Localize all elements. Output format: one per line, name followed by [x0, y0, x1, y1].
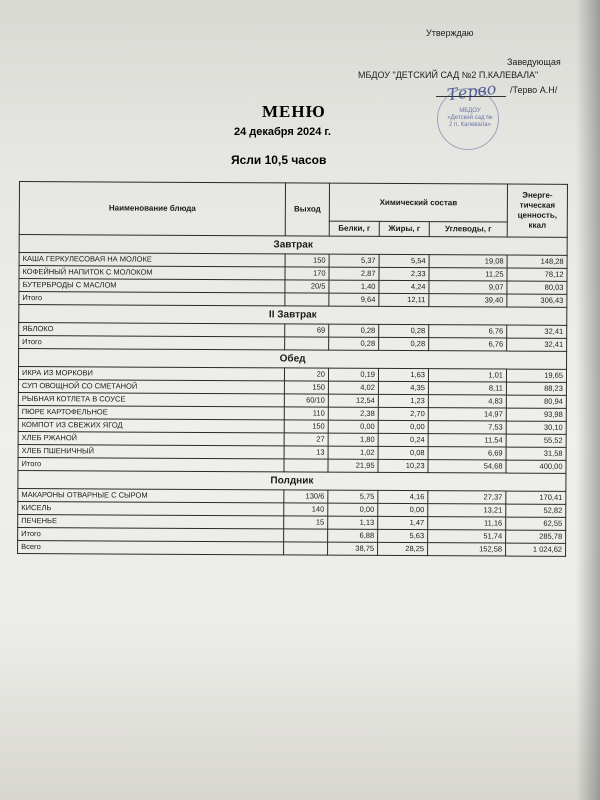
dish-yield: 150	[284, 381, 328, 394]
total-fat: 10,23	[378, 459, 428, 472]
energy-value: 78,12	[507, 268, 567, 281]
fat-value: 0,28	[379, 324, 429, 337]
protein-value: 1,80	[328, 433, 378, 446]
total-yield-empty	[285, 293, 329, 306]
menu-table	[17, 181, 568, 557]
dish-name: МАКАРОНЫ ОТВАРНЫЕ С СЫРОМ	[18, 488, 284, 502]
approval-title: Утверждаю	[426, 28, 474, 38]
carbs-value: 13,21	[428, 504, 506, 517]
section-title: Обед	[19, 349, 567, 370]
fat-value: 2,33	[379, 267, 429, 280]
total-carbs: 51,74	[428, 530, 506, 543]
dish-yield: 60/10	[284, 394, 328, 407]
approval-signer: /Терво А.Н/	[510, 85, 558, 95]
energy-value: 93,98	[506, 408, 566, 421]
dish-name: ХЛЕБ РЖАНОЙ	[18, 431, 284, 445]
carbs-value: 7,53	[428, 421, 506, 434]
dish-name: ЯБЛОКО	[19, 323, 285, 337]
total-yield-empty	[285, 337, 329, 350]
dish-yield: 140	[284, 503, 328, 516]
dish-name: СУП ОВОЩНОЙ СО СМЕТАНОЙ	[18, 379, 284, 393]
fat-value: 0,00	[378, 420, 428, 433]
carbs-value: 19,08	[429, 255, 507, 268]
menu-date: 24 декабря 2024 г.	[234, 126, 331, 138]
dish-name: ХЛЕБ ПШЕНИЧНЫЙ	[18, 444, 284, 458]
total-carbs: 39,40	[429, 294, 507, 307]
grand-total-fat: 28,25	[378, 542, 428, 555]
grand-total-yield-empty	[284, 542, 328, 555]
carbs-value: 11,54	[428, 434, 506, 447]
energy-value: 88,23	[506, 382, 566, 395]
total-protein: 9,64	[329, 293, 379, 306]
energy-value: 31,58	[506, 447, 566, 460]
total-protein: 0,28	[329, 337, 379, 350]
section-title: Завтрак	[19, 235, 567, 256]
carbs-value: 8,11	[428, 382, 506, 395]
fat-value: 1,63	[378, 368, 428, 381]
total-carbs: 6,76	[429, 338, 507, 351]
protein-value: 4,02	[328, 381, 378, 394]
header-chemical: Химический состав	[329, 183, 507, 222]
carbs-value: 9,07	[429, 281, 507, 294]
energy-value: 170,41	[506, 491, 566, 504]
carbs-value: 11,16	[428, 517, 506, 530]
protein-value: 0,19	[328, 368, 378, 381]
fat-value: 1,23	[378, 394, 428, 407]
header-energy: Энерге- тическая ценность, ккал	[507, 184, 567, 237]
dish-yield: 20/5	[285, 280, 329, 293]
dish-yield: 150	[285, 254, 329, 267]
dish-name: КОМПОТ ИЗ СВЕЖИХ ЯГОД	[18, 418, 284, 432]
fat-value: 4,24	[379, 280, 429, 293]
fat-value: 1,47	[378, 516, 428, 529]
dish-yield: 13	[284, 446, 328, 459]
fat-value: 4,16	[378, 490, 428, 503]
protein-value: 2,38	[328, 407, 378, 420]
carbs-value: 1,01	[428, 369, 506, 382]
energy-value: 30,10	[506, 421, 566, 434]
dish-yield: 170	[285, 267, 329, 280]
grand-total-carbs: 152,58	[428, 543, 506, 556]
energy-value: 55,52	[506, 434, 566, 447]
header-fat: Жиры, г	[379, 222, 429, 237]
header-yield: Выход	[285, 183, 329, 236]
stamp-text: МБДОУ «Детский сад № 2 п. Калевала»	[447, 108, 493, 128]
protein-value: 1,02	[328, 446, 378, 459]
total-carbs: 54,68	[428, 460, 506, 473]
carbs-value: 6,76	[429, 325, 507, 338]
total-label: Итого	[19, 336, 285, 350]
energy-value: 148,28	[507, 255, 567, 268]
dish-yield: 15	[284, 516, 328, 529]
total-label: Итого	[18, 527, 284, 541]
protein-value: 12,54	[328, 394, 378, 407]
protein-value: 0,00	[328, 420, 378, 433]
energy-value: 32,41	[507, 325, 567, 338]
dish-name: БУТЕРБРОДЫ С МАСЛОМ	[19, 279, 285, 293]
dish-name: КОФЕЙНЫЙ НАПИТОК С МОЛОКОМ	[19, 266, 285, 280]
protein-value: 5,37	[329, 254, 379, 267]
carbs-value: 4,83	[428, 395, 506, 408]
fat-value: 0,00	[378, 503, 428, 516]
section-title: Полдник	[18, 470, 566, 491]
total-fat: 0,28	[379, 337, 429, 350]
page-edge-shadow	[576, 0, 600, 800]
total-label: Итого	[18, 457, 284, 471]
protein-value: 0,00	[328, 503, 378, 516]
dish-name: ИКРА ИЗ МОРКОВИ	[18, 367, 284, 381]
dish-yield: 69	[285, 324, 329, 337]
fat-value: 4,35	[378, 381, 428, 394]
menu-title: МЕНЮ	[262, 102, 326, 121]
total-protein: 21,95	[328, 459, 378, 472]
energy-value: 80,03	[507, 281, 567, 294]
dish-yield: 20	[284, 368, 328, 381]
fat-value: 5,54	[379, 254, 429, 267]
energy-value: 19,65	[506, 369, 566, 382]
protein-value: 5,75	[328, 490, 378, 503]
dish-name: КАША ГЕРКУЛЕСОВАЯ НА МОЛОКЕ	[19, 253, 285, 267]
handwritten-signature: Терво	[445, 78, 498, 105]
total-label: Итого	[19, 292, 285, 306]
energy-value: 80,94	[506, 395, 566, 408]
total-energy: 400,00	[506, 460, 566, 473]
total-protein: 6,88	[328, 529, 378, 542]
approval-post: Заведующая	[507, 57, 561, 67]
carbs-value: 14,97	[428, 408, 506, 421]
protein-value: 2,87	[329, 267, 379, 280]
header-carbs: Углеводы, г	[429, 222, 507, 237]
dish-yield: 130/6	[284, 490, 328, 503]
dish-yield: 27	[284, 433, 328, 446]
dish-name: РЫБНАЯ КОТЛЕТА В СОУСЕ	[18, 392, 284, 406]
header-protein: Белки, г	[329, 221, 379, 236]
menu-body	[18, 235, 568, 557]
dish-name: КИСЕЛЬ	[18, 501, 284, 515]
protein-value: 1,13	[328, 516, 378, 529]
dish-yield: 150	[284, 420, 328, 433]
carbs-value: 11,25	[429, 268, 507, 281]
dish-yield: 110	[284, 407, 328, 420]
header-dish: Наименование блюда	[19, 182, 285, 236]
approval-organization: МБДОУ "ДЕТСКИЙ САД №2 П.КАЛЕВАЛА"	[358, 70, 539, 80]
grand-total-energy: 1 024,62	[506, 543, 566, 556]
carbs-value: 27,37	[428, 491, 506, 504]
total-energy: 285,78	[506, 530, 566, 543]
section-title: II Завтрак	[19, 305, 567, 326]
fat-value: 0,08	[378, 446, 428, 459]
total-energy: 32,41	[507, 338, 567, 351]
grand-total-protein: 38,75	[328, 542, 378, 555]
protein-value: 1,40	[329, 280, 379, 293]
age-group: Ясли 10,5 часов	[231, 153, 327, 167]
carbs-value: 6,69	[428, 447, 506, 460]
energy-value: 62,55	[506, 517, 566, 530]
protein-value: 0,28	[329, 324, 379, 337]
total-energy: 306,43	[507, 294, 567, 307]
dish-name: ПЕЧЕНЬЕ	[18, 514, 284, 528]
grand-total-row	[18, 540, 566, 556]
total-fat: 12,11	[379, 293, 429, 306]
energy-value: 52,82	[506, 504, 566, 517]
total-fat: 5,63	[378, 529, 428, 542]
fat-value: 2,70	[378, 407, 428, 420]
grand-total-label: Всего	[18, 540, 284, 554]
total-yield-empty	[284, 459, 328, 472]
fat-value: 0,24	[378, 433, 428, 446]
total-yield-empty	[284, 529, 328, 542]
dish-name: ПЮРЕ КАРТОФЕЛЬНОЕ	[18, 405, 284, 419]
